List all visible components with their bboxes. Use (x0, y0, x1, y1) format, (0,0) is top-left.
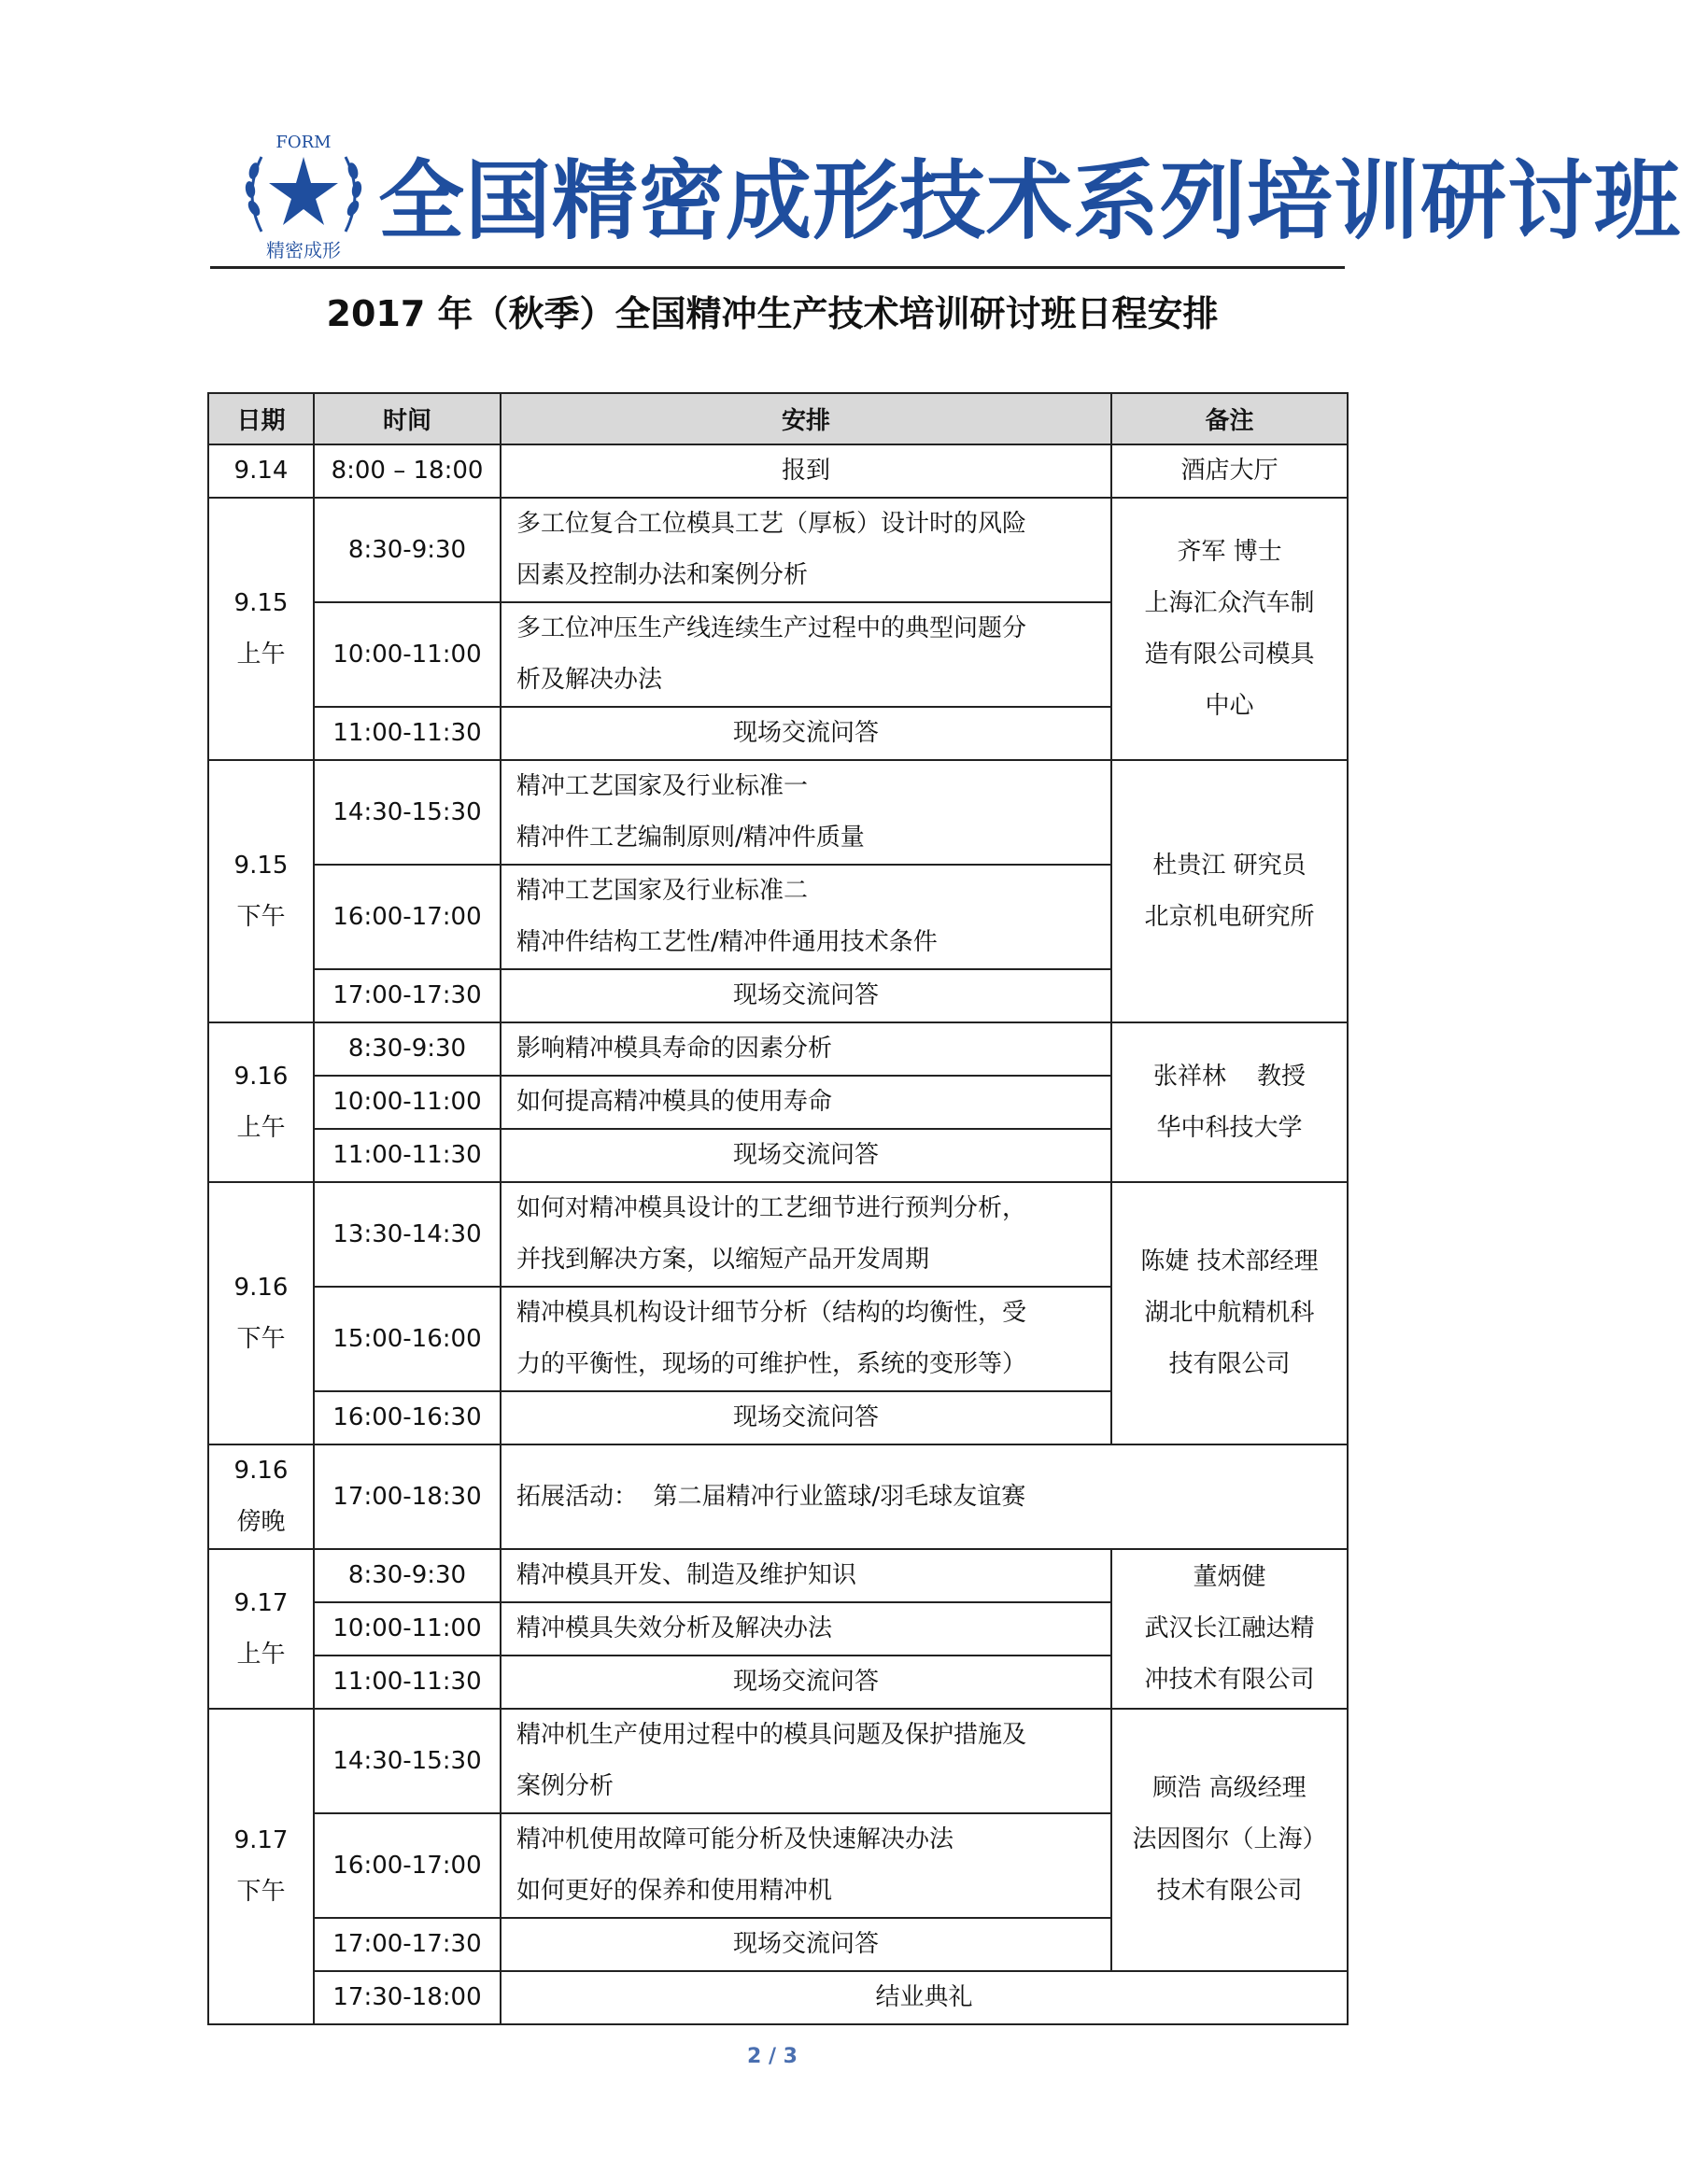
table-row (208, 1549, 1348, 1602)
arrangement-line: 如何更好的保养和使用精冲机 (516, 1877, 833, 1905)
time-cell: 13:30-14:30 (314, 1182, 501, 1287)
time-cell: 11:00-11:30 (314, 707, 501, 760)
header-time: 时间 (314, 393, 501, 444)
table-row (208, 1444, 1348, 1549)
header-divider (210, 266, 1345, 269)
arrangement-line: 精冲模具机构设计细节分析（结构的均衡性，受 (516, 1299, 1027, 1327)
arrangement-line: 多工位冲压生产线连续生产过程中的典型问题分 (516, 614, 1027, 642)
table-row (208, 1971, 1348, 2024)
time-cell: 17:00-17:30 (314, 1918, 501, 1971)
arrangement-cell: 现场交流问答 (501, 1918, 1111, 1971)
document-header (224, 112, 1681, 266)
arrangement-cell: 如何提高精冲模具的使用寿命 (501, 1076, 1111, 1129)
remark-line: 冲技术有限公司 (1144, 1666, 1315, 1694)
remark-cell (1111, 1709, 1348, 1971)
arrangement-cell (501, 602, 1111, 707)
table-row (208, 1182, 1348, 1287)
remark-cell (1111, 760, 1348, 1022)
date-day: 9.17 (233, 1588, 289, 1617)
date-day: 9.15 (233, 588, 289, 617)
remark-line: 造有限公司模具 (1144, 640, 1315, 669)
header-remark: 备注 (1111, 393, 1348, 444)
date-cell (208, 498, 314, 760)
table-row (208, 498, 1348, 602)
date-cell (208, 1444, 314, 1549)
table-row (208, 1709, 1348, 1813)
arrangement-line: 精冲工艺国家及行业标准二 (516, 877, 809, 905)
time-cell: 8:30-9:30 (314, 498, 501, 602)
logo-form-text: FORM (275, 133, 332, 152)
date-cell (208, 760, 314, 1022)
arrangement-cell: 精冲模具失效分析及解决办法 (501, 1602, 1111, 1656)
date-day: 9.17 (233, 1826, 289, 1854)
date-period: 傍晚 (236, 1508, 286, 1536)
logo-caption: 精密成形 (266, 239, 341, 261)
arrangement-line: 精冲机使用故障可能分析及快速解决办法 (516, 1825, 954, 1853)
remark-line: 上海汇众汽车制 (1144, 588, 1315, 617)
arrangement-line: 多工位复合工位模具工艺（厚板）设计时的风险 (516, 510, 1027, 538)
header-arrangement: 安排 (501, 393, 1111, 444)
date-period: 上午 (236, 1640, 286, 1669)
arrangement-cell: 现场交流问答 (501, 707, 1111, 760)
date-day: 9.15 (233, 851, 289, 880)
time-cell: 8:30-9:30 (314, 1022, 501, 1076)
table-row (208, 1022, 1348, 1076)
remark-line: 齐军 博士 (1177, 537, 1282, 566)
arrangement-line: 精冲件工艺编制原则/精冲件质量 (516, 824, 865, 852)
remark-line: 湖北中航精机科 (1144, 1299, 1315, 1327)
arrangement-cell (501, 865, 1111, 969)
arrangement-line: 析及解决办法 (516, 666, 663, 694)
table-row (208, 444, 1348, 498)
time-cell: 17:00-18:30 (314, 1444, 501, 1549)
arrangement-cell: 结业典礼 (501, 1971, 1348, 2024)
banner-title: 全国精密成形技术系列培训研讨班 (378, 151, 1681, 251)
time-cell: 11:00-11:30 (314, 1656, 501, 1709)
arrangement-line: 因素及控制办法和案例分析 (516, 561, 809, 589)
time-cell: 15:00-16:00 (314, 1287, 501, 1391)
table-row (208, 760, 1348, 865)
remark-line: 法因图尔（上海） (1132, 1825, 1327, 1853)
arrangement-cell (501, 1182, 1111, 1287)
date-cell: 9.14 (208, 444, 314, 498)
time-cell: 8:30-9:30 (314, 1549, 501, 1602)
remark-line: 北京机电研究所 (1144, 902, 1315, 931)
arrangement-cell (501, 1813, 1111, 1918)
time-cell: 16:00-17:00 (314, 1813, 501, 1918)
date-day: 9.16 (233, 1457, 289, 1485)
remark-line: 技有限公司 (1168, 1350, 1291, 1378)
time-cell: 11:00-11:30 (314, 1129, 501, 1182)
arrangement-cell: 现场交流问答 (501, 1656, 1111, 1709)
arrangement-cell (501, 498, 1111, 602)
remark-line: 中心 (1205, 691, 1254, 720)
time-cell: 14:30-15:30 (314, 1709, 501, 1813)
date-cell (208, 1182, 314, 1444)
arrangement-line: 精冲件结构工艺性/精冲件通用技术条件 (516, 928, 938, 956)
date-period: 下午 (236, 1878, 286, 1906)
remark-line: 陈婕 技术部经理 (1140, 1247, 1319, 1275)
arrangement-cell: 现场交流问答 (501, 969, 1111, 1022)
arrangement-line: 精冲机生产使用过程中的模具问题及保护措施及 (516, 1721, 1027, 1749)
remark-line: 武汉长江融达精 (1144, 1614, 1315, 1642)
time-cell: 8:00 – 18:00 (314, 444, 501, 498)
date-cell (208, 1549, 314, 1709)
table-header-row (208, 393, 1348, 444)
remark-line: 华中科技大学 (1156, 1113, 1303, 1142)
arrangement-cell (501, 1287, 1111, 1391)
remark-cell (1111, 1549, 1348, 1709)
remark-line: 杜贵江 研究员 (1152, 851, 1307, 880)
time-cell: 17:00-17:30 (314, 969, 501, 1022)
arrangement-line: 精冲工艺国家及行业标准一 (516, 772, 809, 800)
remark-line: 顾浩 高级经理 (1152, 1774, 1307, 1802)
form-logo (233, 120, 374, 260)
remark-cell: 酒店大厅 (1111, 444, 1348, 498)
arrangement-cell: 现场交流问答 (501, 1391, 1111, 1444)
arrangement-cell: 拓展活动： 第二届精冲行业篮球/羽毛球友谊赛 (501, 1444, 1348, 1549)
date-day: 9.16 (233, 1273, 289, 1302)
page-title: 2017 年（秋季）全国精冲生产技术培训研讨班日程安排 (326, 293, 1219, 334)
time-cell: 10:00-11:00 (314, 1602, 501, 1656)
arrangement-line: 案例分析 (516, 1772, 614, 1800)
date-period: 上午 (236, 1113, 286, 1142)
date-cell (208, 1709, 314, 2024)
remark-cell (1111, 1022, 1348, 1182)
arrangement-line: 如何对精冲模具设计的工艺细节进行预判分析， (516, 1194, 1027, 1222)
date-period: 下午 (236, 902, 286, 931)
date-period: 下午 (236, 1324, 286, 1353)
time-cell: 14:30-15:30 (314, 760, 501, 865)
arrangement-line: 力的平衡性，现场的可维护性，系统的变形等） (516, 1350, 1027, 1378)
date-period: 上午 (236, 640, 286, 669)
time-cell: 16:00-16:30 (314, 1391, 501, 1444)
time-cell: 16:00-17:00 (314, 865, 501, 969)
remark-line: 张祥林 教授 (1152, 1062, 1307, 1091)
remark-cell (1111, 498, 1348, 760)
time-cell: 17:30-18:00 (314, 1971, 501, 2024)
remark-line: 董炳健 (1193, 1563, 1266, 1591)
remark-cell (1111, 1182, 1348, 1444)
arrangement-line: 并找到解决方案，以缩短产品开发周期 (516, 1246, 930, 1274)
arrangement-cell (501, 760, 1111, 865)
arrangement-cell: 报到 (501, 444, 1111, 498)
schedule-table (207, 392, 1349, 2025)
date-day: 9.16 (233, 1062, 289, 1091)
time-cell: 10:00-11:00 (314, 1076, 501, 1129)
date-cell (208, 1022, 314, 1182)
arrangement-cell (501, 1709, 1111, 1813)
time-cell: 10:00-11:00 (314, 602, 501, 707)
remark-line: 技术有限公司 (1156, 1877, 1303, 1905)
header-date: 日期 (208, 393, 314, 444)
arrangement-cell: 精冲模具开发、制造及维护知识 (501, 1549, 1111, 1602)
page-number: 2 / 3 (747, 2045, 798, 2068)
arrangement-cell: 现场交流问答 (501, 1129, 1111, 1182)
arrangement-cell: 影响精冲模具寿命的因素分析 (501, 1022, 1111, 1076)
